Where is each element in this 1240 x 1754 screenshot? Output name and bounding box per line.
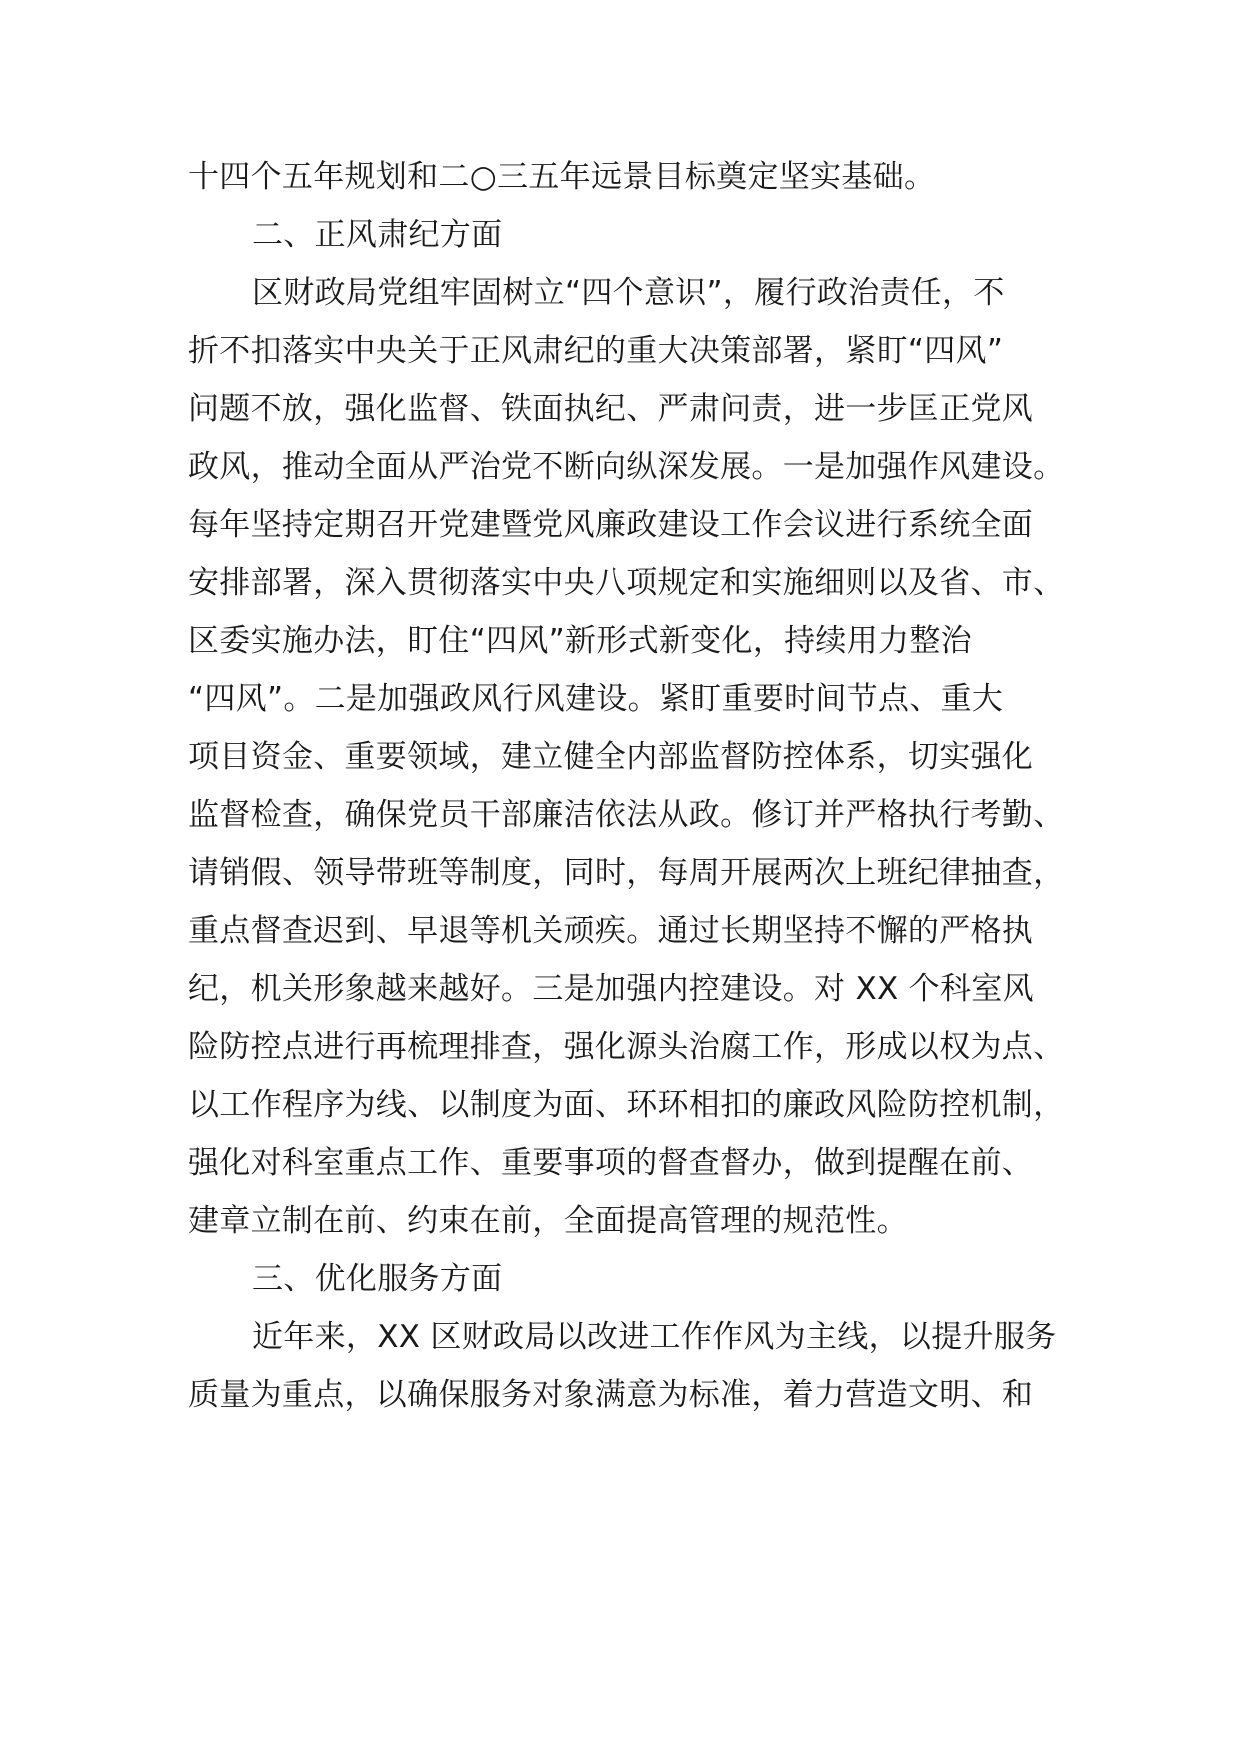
paragraph-line: 监督检查，确保党员干部廉洁依法从政。修订并严格执行考勤、 (188, 797, 1065, 833)
paragraph-line: 质量为重点，以确保服务对象满意为标准，着力营造文明、和 (188, 1377, 1034, 1413)
paragraph-line: 十四个五年规划和二○三五年远景目标奠定坚实基础。 (188, 159, 936, 195)
paragraph-line: 每年坚持定期召开党建暨党风廉政建设工作会议进行系统全面 (188, 507, 1034, 543)
paragraph-line: 问题不放，强化监督、铁面执纪、严肃问责，进一步匡正党风 (188, 391, 1034, 427)
paragraph-line: 区委实施办法，盯住“四风”新形式新变化，持续用力整治 (188, 623, 972, 659)
paragraph-line: 项目资金、重要领域，建立健全内部监督防控体系，切实强化 (188, 739, 1034, 775)
paragraph-line: 近年来，XX 区财政局以改进工作作风为主线，以提升服务 (252, 1319, 1057, 1355)
paragraph-line: 请销假、领导带班等制度，同时，每周开展两次上班纪律抽查， (188, 855, 1065, 891)
section-heading: 二、正风肃纪方面 (252, 217, 503, 253)
paragraph-line: 强化对科室重点工作、重要事项的督查督办，做到提醒在前、 (188, 1145, 1034, 1181)
paragraph-line: 险防控点进行再梳理排查，强化源头治腐工作，形成以权为点、 (188, 1029, 1065, 1065)
paragraph-line: 区财政局党组牢固树立“四个意识”，履行政治责任，不 (252, 275, 1005, 311)
paragraph-line: 以工作程序为线、以制度为面、环环相扣的廉政风险防控机制， (188, 1087, 1065, 1123)
paragraph-line: 政风，推动全面从严治党不断向纵深发展。一是加强作风建设。 (188, 449, 1065, 485)
section-heading: 三、优化服务方面 (252, 1261, 503, 1297)
paragraph-line: 安排部署，深入贯彻落实中央八项规定和实施细则以及省、市、 (188, 565, 1065, 601)
paragraph-line: 折不扣落实中央关于正风肃纪的重大决策部署，紧盯“四风” (188, 333, 1004, 369)
paragraph-line: 纪，机关形象越来越好。三是加强内控建设。对 XX 个科室风 (188, 971, 1034, 1007)
paragraph-line: “四风”。二是加强政风行风建设。紧盯重要时间节点、重大 (188, 681, 1004, 717)
paragraph-line: 建章立制在前、约束在前，全面提高管理的规范性。 (188, 1203, 908, 1239)
paragraph-line: 重点督查迟到、早退等机关顽疾。通过长期坚持不懈的严格执 (188, 913, 1034, 949)
